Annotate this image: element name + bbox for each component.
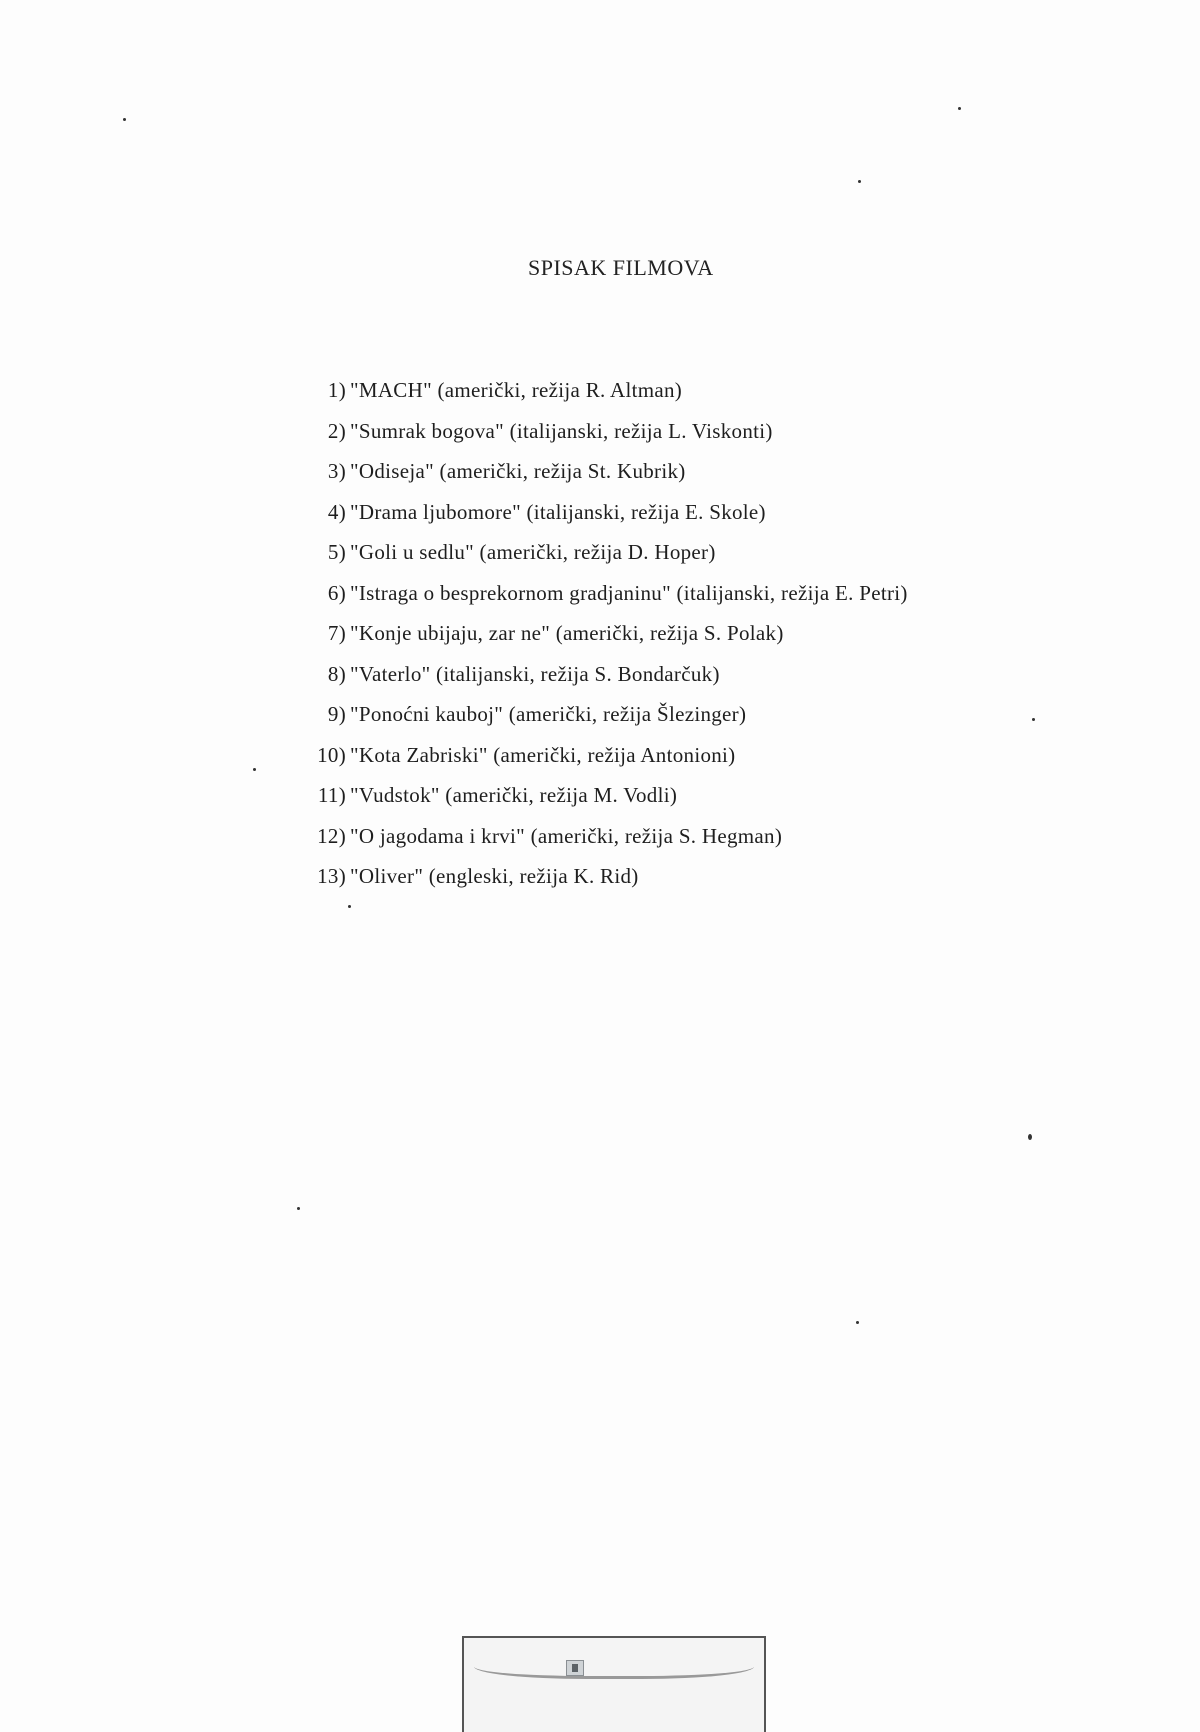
film-slide-icon [566,1660,584,1676]
scan-speck [297,1207,300,1210]
film-slide-edge [474,1648,754,1679]
item-text: "Istraga o besprekornom gradjaninu" (italijanski, režija E. Petri) [350,580,908,605]
item-number: 3) [327,459,346,483]
list-item [300,864,908,905]
scan-speck [253,768,256,771]
item-text: "Kota Zabriski" (američki, režija Antonioni) [350,742,736,767]
scan-speck [123,118,126,121]
list-item [300,702,908,743]
item-text: "Konje ubijaju, zar ne" (američki, režija S. Polak) [350,621,784,645]
item-text: "Odiseja" (američki, režija St. Kubrik) [350,459,686,483]
item-number: 1) [327,378,346,402]
list-item [300,500,908,541]
item-number: 2) [327,418,346,443]
item-text: "Sumrak bogova" (italijanski, režija L. Viskonti) [350,418,773,443]
item-number: 5) [327,540,346,564]
scan-speck [1032,718,1035,721]
item-text: "O jagodama i krvi" (američki, režija S. Hegman) [350,823,783,848]
scan-speck [348,905,351,908]
item-number: 10) [317,742,346,767]
page-title: SPISAK FILMOVA [528,255,714,280]
item-text: "Drama ljubomore" (italijanski, režija E. Skole) [350,499,766,524]
list-item [300,419,908,460]
item-text: "Goli u sedlu" (američki, režija D. Hoper) [350,540,716,564]
list-item [300,824,908,865]
film-list [300,378,908,905]
item-number: 7) [327,621,346,645]
list-item [300,662,908,703]
list-item [300,621,908,662]
list-item [300,783,908,824]
item-number: 6) [327,580,346,605]
scan-speck [856,1321,859,1324]
list-item [300,743,908,784]
list-item [300,581,908,622]
scan-speck [958,107,961,110]
list-item [300,459,908,500]
item-text: "Vudstok" (američki, režija M. Vodli) [350,783,678,807]
item-text: "Ponoćni kauboj" (američki, režija Šlezinger) [350,702,747,726]
item-text: "Vaterlo" (italijanski, režija S. Bondarčuk) [350,661,720,686]
item-text: "MACH" (američki, režija R. Altman) [350,378,683,402]
item-number: 12) [317,823,346,848]
scan-speck [858,180,861,183]
scan-speck [1028,1134,1032,1140]
item-text: "Oliver" (engleski, režija K. Rid) [350,864,639,888]
item-number: 13) [317,864,346,888]
list-item [300,540,908,581]
item-number: 11) [317,783,346,807]
film-slide [462,1636,766,1732]
item-number: 8) [327,661,346,686]
item-number: 9) [327,702,346,726]
list-item [300,378,908,419]
item-number: 4) [327,499,346,524]
